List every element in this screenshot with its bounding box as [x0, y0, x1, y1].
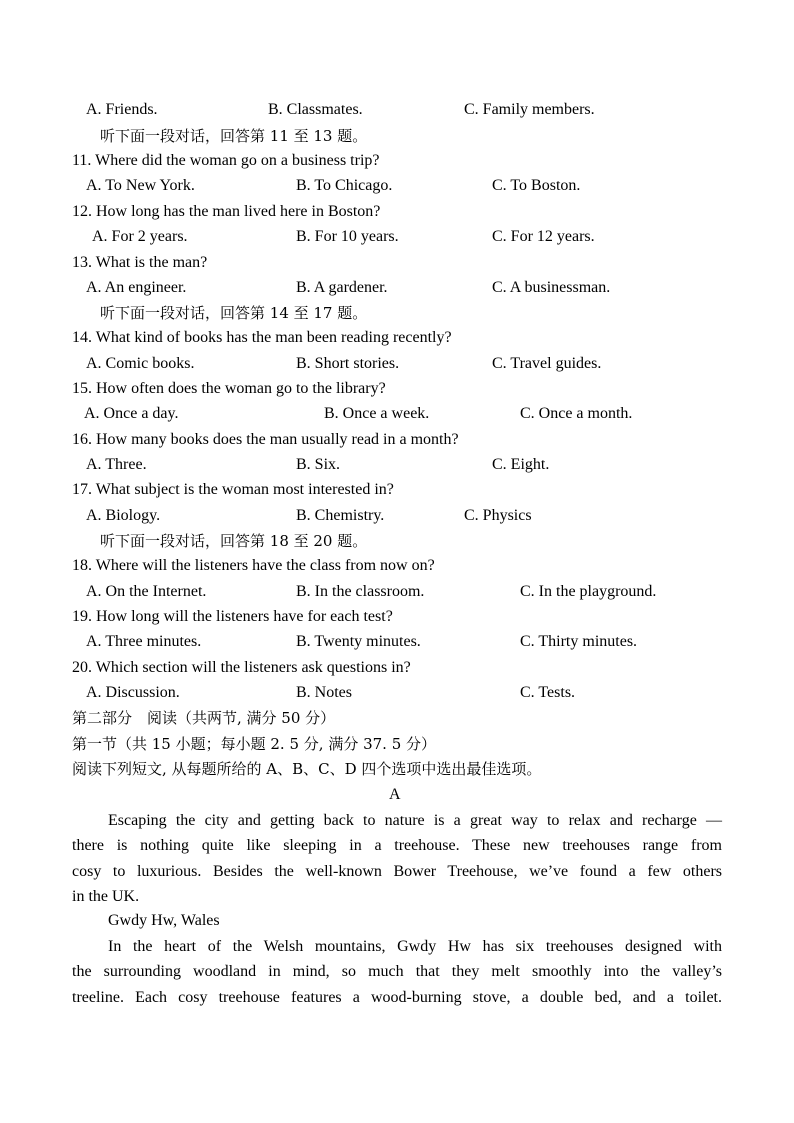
q18-option-a: A. On the Internet.	[86, 583, 207, 600]
question-13: 13. What is the man?	[72, 254, 208, 271]
q16-option-c: C. Eight.	[492, 456, 550, 473]
paragraph-line: in the UK.	[72, 887, 140, 905]
question-12: 12. How long has the man lived here in Boston?	[72, 203, 381, 220]
q13-option-a: A. An engineer.	[86, 279, 187, 296]
q17-option-b: B. Chemistry.	[296, 507, 385, 524]
q12-option-a: A. For 2 years.	[92, 228, 188, 245]
paragraph-line: there is nothing quite like sleeping in a treehouse. These new treehouses range from	[72, 837, 722, 855]
question-14: 14. What kind of books has the man been reading recently?	[72, 329, 452, 346]
q20-option-b: B. Notes	[296, 684, 352, 701]
q12-option-c: C. For 12 years.	[492, 228, 595, 245]
subheading: Gwdy Hw, Wales	[108, 912, 220, 929]
q17-option-c: C. Physics	[464, 507, 532, 524]
q18-option-c: C. In the playground.	[520, 583, 657, 600]
passage-paragraph-2	[72, 934, 722, 1010]
q20-option-c: C. Tests.	[520, 684, 576, 701]
q19-option-a: A. Three minutes.	[86, 633, 202, 650]
q10-option-b: B. Classmates.	[268, 101, 363, 118]
passage-paragraph-1	[72, 808, 722, 909]
q15-option-c: C. Once a month.	[520, 405, 633, 422]
instruction-14-17: 听下面一段对话，回答第 14 至 17 题。	[100, 304, 368, 322]
reading-instruction: 阅读下列短文, 从每题所给的 A、B、C、D 四个选项中选出最佳选项。	[72, 760, 542, 778]
q15-option-a: A. Once a day.	[84, 405, 179, 422]
question-15: 15. How often does the woman go to the library?	[72, 380, 386, 397]
q11-option-c: C. To Boston.	[492, 177, 581, 194]
q14-option-a: A. Comic books.	[86, 355, 195, 372]
paragraph-line: the surrounding woodland in mind, so much that they melt smoothly into the valley’s	[72, 963, 722, 981]
question-20: 20. Which section will the listeners ask questions in?	[72, 659, 411, 676]
q16-option-b: B. Six.	[296, 456, 341, 473]
q17-option-a: A. Biology.	[86, 507, 161, 524]
instruction-11-13: 听下面一段对话，回答第 11 至 13 题。	[100, 127, 368, 145]
q16-option-a: A. Three.	[86, 456, 147, 473]
q10-option-c: C. Family members.	[464, 101, 595, 118]
q13-option-c: C. A businessman.	[492, 279, 611, 296]
q19-option-b: B. Twenty minutes.	[296, 633, 421, 650]
q13-option-b: B. A gardener.	[296, 279, 388, 296]
part-two-title: 第二部分 阅读（共两节, 满分 50 分）	[72, 709, 336, 727]
paragraph-line: In the heart of the Welsh mountains, Gwdy Hw has six treehouses designed with	[108, 938, 722, 955]
q12-option-b: B. For 10 years.	[296, 228, 399, 245]
q11-option-a: A. To New York.	[86, 177, 195, 194]
q18-option-b: B. In the classroom.	[296, 583, 425, 600]
paragraph-line: cosy to luxurious. Besides the well-known Bower Treehouse, we’ve found a few others	[72, 862, 722, 880]
instruction-18-20: 听下面一段对话，回答第 18 至 20 题。	[100, 532, 368, 550]
paragraph-line: treeline. Each cosy treehouse features a wood-burning stove, a double bed, and a toilet.	[72, 988, 722, 1006]
question-17: 17. What subject is the woman most interested in?	[72, 481, 394, 498]
question-18: 18. Where will the listeners have the class from now on?	[72, 557, 435, 574]
q19-option-c: C. Thirty minutes.	[520, 633, 638, 650]
question-16: 16. How many books does the man usually read in a month?	[72, 431, 459, 448]
q15-option-b: B. Once a week.	[324, 405, 430, 422]
q14-option-b: B. Short stories.	[296, 355, 400, 372]
q11-option-b: B. To Chicago.	[296, 177, 393, 194]
question-19: 19. How long will the listeners have for each test?	[72, 608, 393, 625]
section-one-title: 第一节（共 15 小题；每小题 2. 5 分, 满分 37. 5 分）	[72, 735, 437, 753]
q20-option-a: A. Discussion.	[86, 684, 180, 701]
q10-option-a: A. Friends.	[86, 101, 158, 118]
q14-option-c: C. Travel guides.	[492, 355, 602, 372]
paragraph-line: Escaping the city and getting back to nature is a great way to relax and recharge —	[108, 812, 722, 829]
question-11: 11. Where did the woman go on a business trip?	[72, 152, 380, 169]
passage-letter: A	[389, 786, 401, 803]
